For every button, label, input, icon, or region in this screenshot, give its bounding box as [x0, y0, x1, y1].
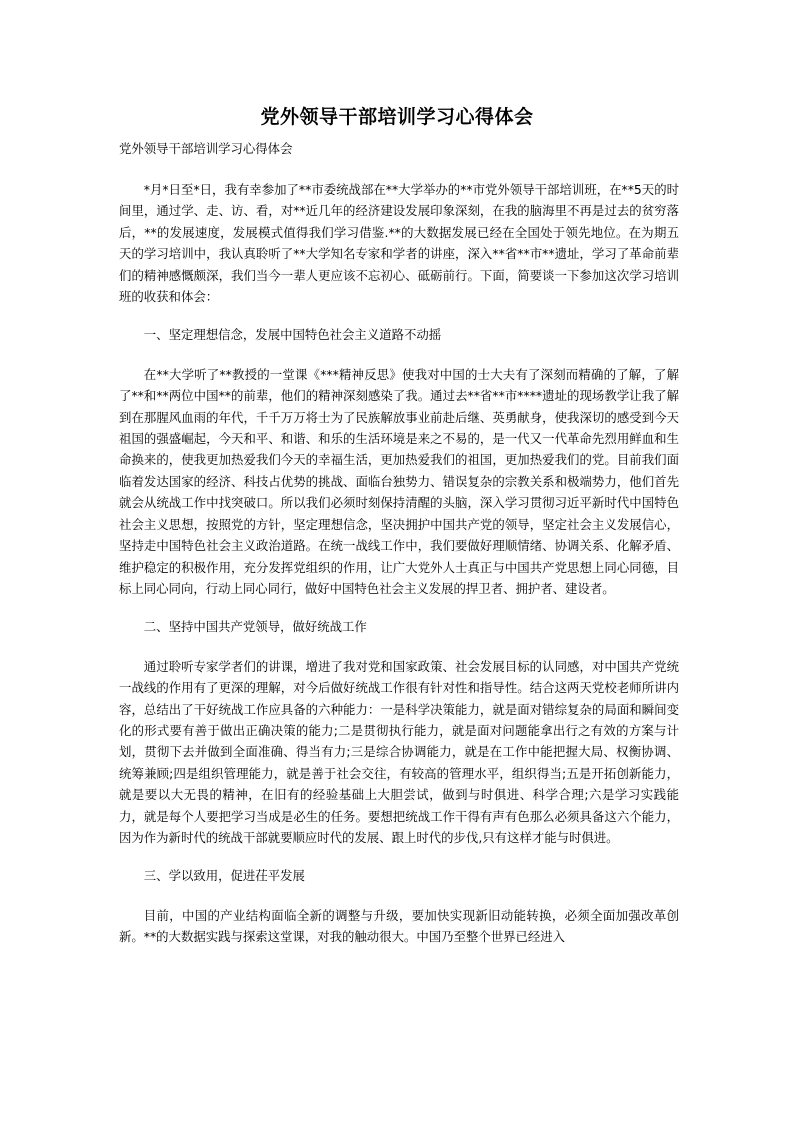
section-3-heading: 三、学以致用，促进茌平发展: [143, 868, 305, 884]
intro-paragraph: *月*日至*日，我有幸参加了**市委统战部在**大学举办的**市党外领导干部培训班，在**5天的时间里，通过学、走、访、看，对**近几年的经济建设发展印象深刻，在我的脑海里不再是过去的贫穷落后，**的发展速度，发展模式值得我们学习借鉴.**的大数据发展已经在全国处于领先地位。在为期五天的学习培训中，我认真聆听了**大学知名专家和学者的讲座，深入**省**市**遗址，学习了革命前辈们的精神感慨颇深，我们当今一辈人更应该不忘初心、砥砺前行。下面，简要谈一下参加这次学习培训班的收获和体会：: [119, 182, 679, 305]
section-2-heading: 二、坚持中国共产党领导，做好统战工作: [143, 619, 367, 635]
document-title: 党外领导干部培训学习心得体会: [260, 106, 534, 128]
section-2-paragraph: 通过聆听专家学者们的讲课，增进了我对党和国家政策、社会发展目标的认同感，对中国共产党统一战线的作用有了更深的理解，对今后做好统战工作很有针对性和指导性。结合这两天党校老师所讲内容，总结出了干好统战工作应具备的六种能力：一是科学决策能力，就是面对错综复杂的局面和瞬间变化的形式要有善于做出正确决策的能力;二是贯彻执行能力，就是面对问题能拿出行之有效的方案与计划，贯彻下去并做到全面准确、得当有力;三是综合协调能力，就是在工作中能把握大局、权衡协调、统筹兼顾;四是组织管理能力，就是善于社会交往，有较高的管理水平，组织得当;五是开拓创新能力，就是要以大无畏的精神，在旧有的经验基础上大胆尝试，做到与时俱进、科学合理;六是学习实践能力，就是每个人要把学习当成是必生的任务。要想把统战工作干得有声有色那么必须具备这六个能力，因为作为新时代的统战干部就要顺应时代的发展、跟上时代的步伐,只有这样才能与时俱进。: [119, 658, 679, 845]
section-1-heading: 一、坚定理想信念，发展中国特色社会主义道路不动摇: [143, 327, 442, 343]
document-subtitle: 党外领导干部培训学习心得体会: [119, 141, 293, 156]
document-body: [119, 179, 679, 948]
section-1-paragraph: 在**大学听了**教授的一堂课《***精神反思》使我对中国的士大夫有了深刻而精确的了解，了解了**和**两位中国**的前辈，他们的精神深刻感染了我。通过去**省**市****遗址的现场教学让我了解到在那腥风血雨的年代，千千万万将士为了民族解放事业前赴后继、英勇献身，使我深切的感受到今天祖国的强盛崛起，今天和平、和谐、和乐的生活环境是来之不易的，是一代又一代革命先烈用鲜血和生命换来的，使我更加热爱我们今天的幸福生活，更加热爱我们的祖国，更加热爱我们的党。目前我们面临着发达国家的经济、科技占优势的挑战、面临台独势力、错误复杂的宗教关系和极端势力，他们首先就会从统战工作中找突破口。所以我们必须时刻保持清醒的头脑，深入学习贯彻习近平新时代中国特色社会主义思想，按照党的方针，坚定理想信念，坚决拥护中国共产党的领导，坚定社会主义发展信心，坚持走中国特色社会主义政治道路。在统一战线工作中，我们要做好理顺情绪、协调关系、化解矛盾、维护稳定的积极作用，充分发挥党组织的作用，让广大党外人士真正与中国共产党思想上同心同德，目标上同心同向，行动上同心同行，做好中国特色社会主义发展的捍卫者、拥护者、建设者。: [119, 366, 679, 596]
section-3-paragraph: 目前，中国的产业结构面临全新的调整与升级，要加快实现新旧动能转换，必须全面加强改革创新。**的大数据实践与探索这堂课，对我的触动很大。中国乃至整个世界已经进入: [119, 907, 679, 945]
